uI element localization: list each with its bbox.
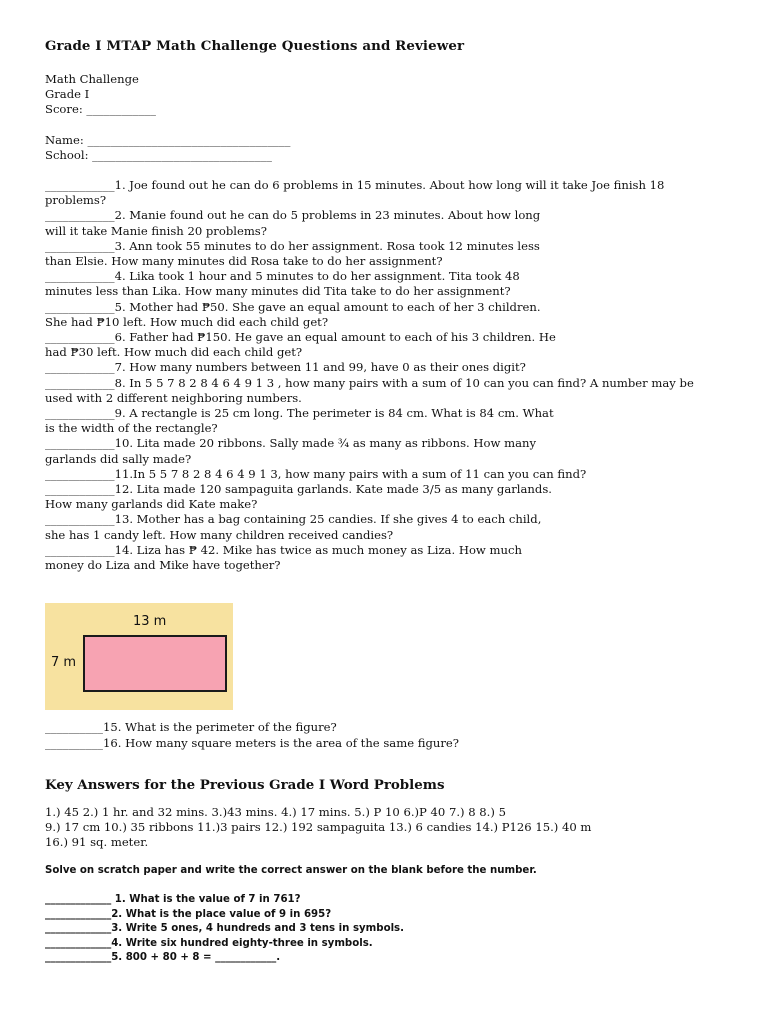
question-line: ____________1. Joe found out he can do 6 problems in 15 minutes. About how long will it take Joe finish 18 [45, 178, 665, 193]
header-block [45, 72, 735, 163]
question-line: ____________11.In 5 5 7 8 2 8 4 6 4 9 1 3, how many pairs with a sum of 11 can you can find? [45, 466, 587, 481]
key-answers-title: Key Answers for the Previous Grade I Word Problems [45, 776, 445, 793]
questions-list [45, 178, 735, 573]
question-line: __________15. What is the perimeter of the figure? [45, 720, 337, 735]
question-line: garlands did sally made? [45, 451, 192, 466]
question-line: ____________4. Lika took 1 hour and 5 minutes to do her assignment. Tita took 48 [45, 269, 520, 284]
question-line: ____________7. How many numbers between 11 and 99, have 0 as their ones digit? [45, 360, 526, 375]
header-line: Grade I [45, 87, 90, 102]
question-line: ____________8. In 5 5 7 8 2 8 4 6 4 9 1 3 , how many pairs with a sum of 10 can you can find? A number may be [45, 375, 694, 390]
question-line: she has 1 candy left. How many children received candies? [45, 527, 394, 542]
question-line: ____________6. Father had ₱150. He gave an equal amount to each of his 3 children. He [45, 330, 556, 345]
question-line: ____________5. Mother had ₱50. She gave an equal amount to each of her 3 children. [45, 299, 541, 314]
question-line: had ₱30 left. How much did each child get? [45, 345, 303, 360]
question-line: ____________14. Liza has ₱ 42. Mike has twice as much money as Liza. How much [45, 542, 522, 557]
question-line: _____________ 1. What is the value of 7 in 761? [45, 893, 301, 905]
question-line: ____________10. Lita made 20 ribbons. Sally made ¾ as many as ribbons. How many [45, 436, 537, 451]
question-line: money do Liza and Mike have together? [45, 558, 281, 573]
question-line: _____________5. 800 + 80 + 8 = ____________. [45, 952, 281, 964]
question-line: How many garlands did Kate make? [45, 497, 258, 512]
key-answers [45, 805, 735, 851]
question-line: _____________4. Write six hundred eighty-three in symbols. [45, 937, 373, 949]
question-line: ____________9. A rectangle is 25 cm long. The perimeter is 84 cm. What is 84 cm. What [45, 406, 554, 421]
question-line: problems? [45, 193, 107, 208]
worksheet [45, 38, 735, 966]
header-line: Math Challenge [45, 72, 139, 86]
answer-line: 9.) 17 cm 10.) 35 ribbons 11.)3 pairs 12.) 192 sampaguita 13.) 6 candies 14.) P126 15.) 40 m [45, 819, 592, 834]
question-line: She had ₱10 left. How much did each child get? [45, 314, 329, 329]
rectangle-figure [45, 603, 233, 710]
answer-line: 16.) 91 sq. meter. [45, 835, 149, 850]
question-line: than Elsie. How many minutes did Rosa take to do her assignment? [45, 254, 443, 269]
answer-line: 1.) 45 2.) 1 hr. and 32 mins. 3.)43 mins. 4.) 17 mins. 5.) P 10 6.)P 40 7.) 8 8.) 5 [45, 804, 506, 819]
question-line: is the width of the rectangle? [45, 421, 218, 436]
question-line: will it take Manie finish 20 problems? [45, 223, 267, 238]
figure-length-label: 13 m [133, 614, 167, 630]
figure-questions [45, 720, 735, 750]
question-line: _____________2. What is the place value of 9 in 695? [45, 908, 332, 920]
question-line: ____________12. Lita made 120 sampaguita garlands. Kate made 3/5 as many garlands. [45, 482, 552, 497]
instruction-text: Solve on scratch paper and write the correct answer on the blank before the number. [45, 865, 537, 877]
question-line: __________16. How many square meters is the area of the same figure? [45, 735, 459, 750]
page-title: Grade I MTAP Math Challenge Questions and Reviewer [45, 38, 465, 54]
figure-rectangle [83, 635, 227, 692]
scratch-questions [45, 893, 735, 966]
school-line: School: _______________________________ [45, 147, 272, 162]
name-line: Name: ___________________________________ [45, 132, 291, 147]
question-line: ____________2. Manie found out he can do 5 problems in 23 minutes. About how long [45, 208, 541, 223]
question-line: minutes less than Lika. How many minutes did Tita take to do her assignment? [45, 284, 511, 299]
question-line: ____________3. Ann took 55 minutes to do her assignment. Rosa took 12 minutes less [45, 238, 540, 253]
question-line: used with 2 different neighboring numbers. [45, 390, 302, 405]
question-line: _____________3. Write 5 ones, 4 hundreds and 3 tens in symbols. [45, 923, 404, 935]
score-line: Score: ____________ [45, 102, 156, 117]
question-line: ____________13. Mother has a bag containing 25 candies. If she gives 4 to each child, [45, 512, 542, 527]
figure-width-label: 7 m [51, 655, 77, 671]
